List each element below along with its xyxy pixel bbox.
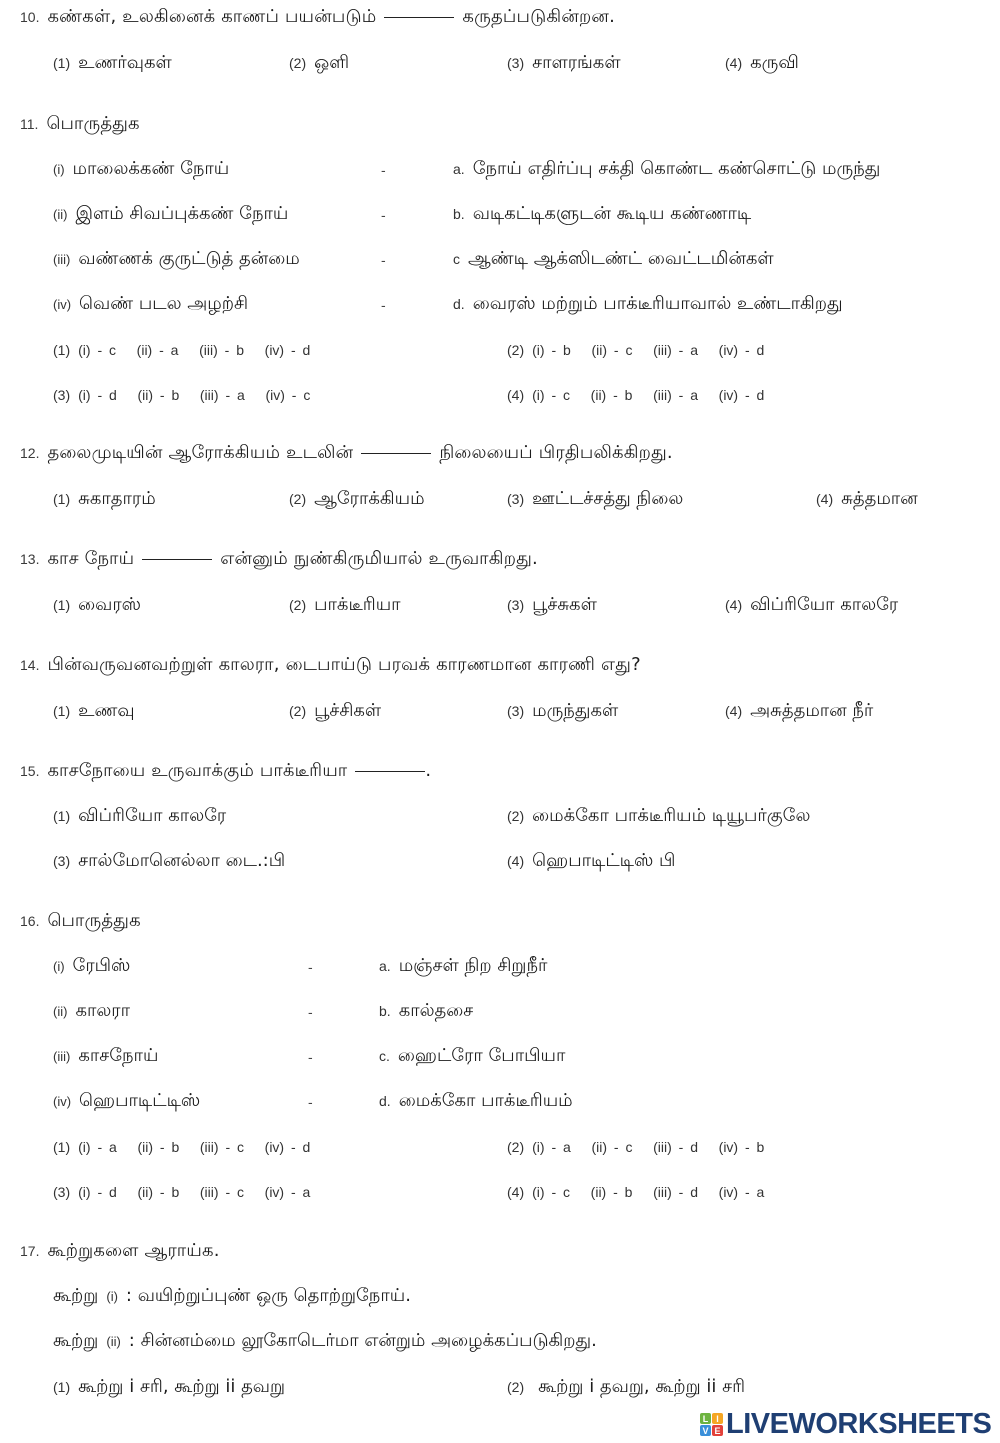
option-2[interactable]	[507, 805, 810, 828]
option-text: கருவி	[750, 52, 799, 73]
match-right-d	[379, 1090, 573, 1113]
match-right-text: வைரஸ் மற்றும் பாக்டீரியாவால் உண்டாகிறது	[472, 293, 843, 314]
option-4[interactable]	[725, 52, 799, 75]
match-right-b	[453, 203, 751, 226]
option-number: (3)	[507, 55, 525, 71]
option-text: (i) - a (ii) - c (iii) - d (iv) - b	[532, 1139, 765, 1155]
question-number: 12.	[20, 445, 40, 461]
letter-label: c.	[379, 1048, 390, 1064]
roman-label: (i)	[53, 162, 65, 177]
match-right-text: ஹைட்ரோ போபியா	[397, 1045, 566, 1066]
question-number: 17.	[20, 1243, 40, 1259]
logo-cell-l: L	[700, 1413, 711, 1424]
letter-label: d.	[379, 1093, 391, 1109]
logo-cell-i: I	[712, 1413, 723, 1424]
option-text: ஹெபாடிட்டிஸ் பி	[532, 850, 676, 871]
option-1[interactable]	[53, 488, 156, 511]
match-left-4	[53, 1090, 200, 1113]
option-text: சுத்தமான	[841, 488, 918, 509]
question-17	[20, 1240, 220, 1263]
option-4[interactable]	[725, 700, 873, 723]
option-number: (1)	[53, 808, 71, 824]
option-3[interactable]	[507, 52, 621, 75]
answer-blank	[384, 17, 454, 18]
option-number: (3)	[53, 1184, 71, 1200]
option-number: (2)	[289, 597, 307, 613]
option-text: (i) - c (ii) - a (iii) - b (iv) - d	[78, 342, 311, 358]
option-text: (i) - d (ii) - b (iii) - a (iv) - c	[78, 387, 311, 403]
option-2[interactable]	[507, 1376, 745, 1399]
option-number: (4)	[507, 853, 525, 869]
option-number: (4)	[725, 703, 743, 719]
question-text-end: கருதப்படுகின்றன.	[462, 6, 616, 27]
option-number: (2)	[289, 491, 307, 507]
match-right-b	[379, 1000, 473, 1023]
letter-label: a.	[453, 161, 465, 177]
question-14	[20, 654, 641, 677]
question-text: கூற்றுகளை ஆராய்க.	[47, 1240, 220, 1261]
letter-label: d.	[453, 296, 465, 312]
question-10	[20, 6, 615, 29]
option-number: (2)	[507, 342, 525, 358]
option-text: கூற்று i சரி, கூற்று ii தவறு	[78, 1376, 286, 1397]
option-text: சால்மோனெல்லா டை.:பி	[78, 850, 286, 871]
option-number: (4)	[725, 55, 743, 71]
roman-label: (iii)	[53, 1049, 71, 1064]
option-2[interactable]	[289, 52, 349, 75]
question-text: காச நோய்	[47, 548, 135, 569]
match-left-text: காசநோய்	[78, 1045, 159, 1066]
option-number: (2)	[507, 1139, 525, 1155]
option-1[interactable]	[53, 1376, 285, 1399]
option-4[interactable]	[507, 1184, 764, 1200]
statement-label: கூற்று	[53, 1330, 99, 1351]
match-separator: -	[381, 297, 386, 313]
match-separator: -	[308, 1004, 313, 1020]
option-number: (1)	[53, 703, 71, 719]
letter-label: c	[453, 251, 460, 267]
question-text: தலைமுடியின் ஆரோக்கியம் உடலின்	[47, 442, 354, 463]
match-left-3	[53, 248, 300, 271]
match-separator: -	[381, 252, 386, 268]
option-text: (i) - b (ii) - c (iii) - a (iv) - d	[532, 342, 765, 358]
answer-blank	[142, 559, 212, 560]
match-right-a	[453, 158, 880, 181]
option-number: (3)	[53, 853, 71, 869]
match-separator: -	[381, 162, 386, 178]
match-left-1	[53, 158, 229, 181]
letter-label: b.	[379, 1003, 391, 1019]
roman-label: (i)	[53, 959, 65, 974]
logo-live-icon	[700, 1413, 723, 1436]
question-12	[20, 442, 673, 465]
option-text: பூச்சிகள்	[314, 700, 382, 721]
question-text: கண்கள், உலகினைக் காணப் பயன்படும்	[47, 6, 377, 27]
letter-label: b.	[453, 206, 465, 222]
match-left-2	[53, 203, 288, 226]
match-left-text: மாலைக்கண் நோய்	[72, 158, 230, 179]
roman-label: (iv)	[53, 297, 72, 312]
question-number: 13.	[20, 551, 40, 567]
match-left-3	[53, 1045, 158, 1068]
option-text: (i) - a (ii) - b (iii) - c (iv) - d	[78, 1139, 311, 1155]
match-right-d	[453, 293, 843, 316]
option-4[interactable]	[507, 850, 675, 873]
option-number: (1)	[53, 342, 71, 358]
match-left-1	[53, 955, 130, 978]
roman-label: (ii)	[53, 207, 68, 222]
option-text: விப்ரியோ காலரே	[750, 594, 899, 615]
option-text: உணர்வுகள்	[78, 52, 172, 73]
statement-1	[53, 1285, 411, 1308]
question-13	[20, 548, 538, 571]
option-1[interactable]	[53, 1139, 310, 1155]
question-text-end: நிலையைப் பிரதிபலிக்கிறது.	[439, 442, 673, 463]
option-text: மைக்கோ பாக்டீரியம் டியூபர்குலே	[532, 805, 811, 826]
statement-label: கூற்று	[53, 1285, 99, 1306]
match-left-text: வெண் படல அழற்சி	[79, 293, 249, 314]
option-number: (3)	[507, 491, 525, 507]
option-text: பாக்டீரியா	[314, 594, 401, 615]
option-number: (4)	[816, 491, 834, 507]
match-right-c	[453, 248, 774, 271]
statement-text: : சின்னம்மை லூகோடெர்மா என்றும் அழைக்கப்படுகிறது.	[128, 1330, 597, 1351]
question-text: பின்வருவனவற்றுள் காலரா, டைபாய்டு பரவக் காரணமான காரணி எது?	[47, 654, 641, 675]
option-text: அசுத்தமான நீர்	[750, 700, 874, 721]
question-text: காசநோயை உருவாக்கும் பாக்டீரியா	[47, 760, 348, 781]
match-separator: -	[308, 1094, 313, 1110]
option-number: (2)	[507, 1379, 525, 1395]
match-left-text: ஹெபாடிட்டிஸ்	[79, 1090, 201, 1111]
match-right-text: ஆண்டி ஆக்ஸிடண்ட் வைட்டமின்கள்	[468, 248, 774, 269]
option-number: (2)	[507, 808, 525, 824]
option-number: (3)	[507, 597, 525, 613]
option-2[interactable]	[289, 594, 401, 617]
option-3[interactable]	[507, 488, 683, 511]
option-number: (4)	[507, 1184, 525, 1200]
option-text: கூற்று i தவறு, கூற்று ii சரி	[538, 1376, 746, 1397]
question-number: 11.	[20, 116, 39, 132]
logo-cell-e: E	[712, 1425, 723, 1436]
match-right-text: நோய் எதிர்ப்பு சக்தி கொண்ட கண்சொட்டு மருந்து	[472, 158, 881, 179]
question-11	[20, 113, 140, 136]
option-number: (1)	[53, 1139, 71, 1155]
roman-label: (i)	[106, 1289, 118, 1304]
option-text: உணவு	[78, 700, 135, 721]
option-text: விப்ரியோ காலரே	[78, 805, 227, 826]
option-number: (2)	[289, 55, 307, 71]
option-text: ஆரோக்கியம்	[314, 488, 425, 509]
match-left-text: வண்ணக் குருட்டுத் தன்மை	[78, 248, 300, 269]
question-text: பொருத்துக	[47, 910, 141, 931]
option-number: (1)	[53, 55, 71, 71]
roman-label: (iv)	[53, 1094, 72, 1109]
match-separator: -	[381, 207, 386, 223]
option-1[interactable]	[53, 52, 172, 75]
option-number: (4)	[507, 387, 525, 403]
letter-label: a.	[379, 958, 391, 974]
match-right-a	[379, 955, 547, 978]
option-text: (i) - d (ii) - b (iii) - c (iv) - a	[78, 1184, 311, 1200]
match-right-text: கால்தசை	[398, 1000, 474, 1021]
match-left-2	[53, 1000, 130, 1023]
answer-blank	[361, 453, 431, 454]
question-number: 10.	[20, 9, 40, 25]
option-text: பூச்சுகள்	[532, 594, 597, 615]
roman-label: (iii)	[53, 252, 71, 267]
answer-blank	[355, 771, 425, 772]
option-1[interactable]	[53, 700, 135, 723]
match-right-text: வடிகட்டிகளுடன் கூடிய கண்ணாடி	[472, 203, 752, 224]
match-left-text: இளம் சிவப்புக்கண் நோய்	[75, 203, 289, 224]
question-text-end: .	[425, 760, 432, 781]
option-3[interactable]	[507, 700, 618, 723]
match-left-text: ரேபிஸ்	[72, 955, 131, 976]
option-1[interactable]	[53, 342, 310, 358]
roman-label: (ii)	[53, 1004, 68, 1019]
logo-text: LIVEWORKSHEETS	[726, 1408, 992, 1440]
option-text: சுகாதாரம்	[78, 488, 156, 509]
question-number: 15.	[20, 763, 40, 779]
option-number: (1)	[53, 491, 71, 507]
option-1[interactable]	[53, 594, 141, 617]
option-3[interactable]	[53, 1184, 310, 1200]
option-text: ஊட்டச்சத்து நிலை	[532, 488, 684, 509]
match-right-text: மைக்கோ பாக்டீரியம்	[398, 1090, 573, 1111]
question-text: பொருத்துக	[46, 113, 140, 134]
statement-text: : வயிற்றுப்புண் ஒரு தொற்றுநோய்.	[125, 1285, 411, 1306]
option-number: (1)	[53, 1379, 71, 1395]
liveworksheets-logo	[700, 1408, 991, 1441]
match-right-text: மஞ்சள் நிற சிறுநீர்	[398, 955, 548, 976]
match-separator: -	[308, 959, 313, 975]
option-4[interactable]	[816, 488, 918, 511]
match-separator: -	[308, 1049, 313, 1065]
match-left-4	[53, 293, 248, 316]
option-text: மருந்துகள்	[532, 700, 619, 721]
option-1[interactable]	[53, 805, 226, 828]
question-16	[20, 910, 141, 933]
option-3[interactable]	[53, 387, 310, 403]
option-4[interactable]	[507, 387, 764, 403]
question-15	[20, 760, 431, 783]
option-number: (3)	[53, 387, 71, 403]
option-text: சாளரங்கள்	[532, 52, 621, 73]
option-2[interactable]	[507, 342, 764, 358]
option-2[interactable]	[289, 700, 381, 723]
option-number: (3)	[507, 703, 525, 719]
option-2[interactable]	[289, 488, 425, 511]
question-number: 16.	[20, 913, 40, 929]
question-number: 14.	[20, 657, 40, 673]
option-3[interactable]	[53, 850, 285, 873]
option-4[interactable]	[725, 594, 898, 617]
statement-2	[53, 1330, 597, 1353]
option-3[interactable]	[507, 594, 597, 617]
option-text: ஒளி	[314, 52, 350, 73]
option-2[interactable]	[507, 1139, 764, 1155]
option-text: (i) - c (ii) - b (iii) - a (iv) - d	[532, 387, 765, 403]
option-text: (i) - c (ii) - b (iii) - d (iv) - a	[532, 1184, 765, 1200]
roman-label: (ii)	[106, 1334, 121, 1349]
match-left-text: காலரா	[75, 1000, 130, 1021]
logo-cell-v: V	[700, 1425, 711, 1436]
option-number: (1)	[53, 597, 71, 613]
option-number: (4)	[725, 597, 743, 613]
question-text-end: என்னும் நுண்கிருமியால் உருவாகிறது.	[220, 548, 538, 569]
option-text: வைரஸ்	[78, 594, 142, 615]
match-right-c	[379, 1045, 565, 1068]
option-number: (2)	[289, 703, 307, 719]
